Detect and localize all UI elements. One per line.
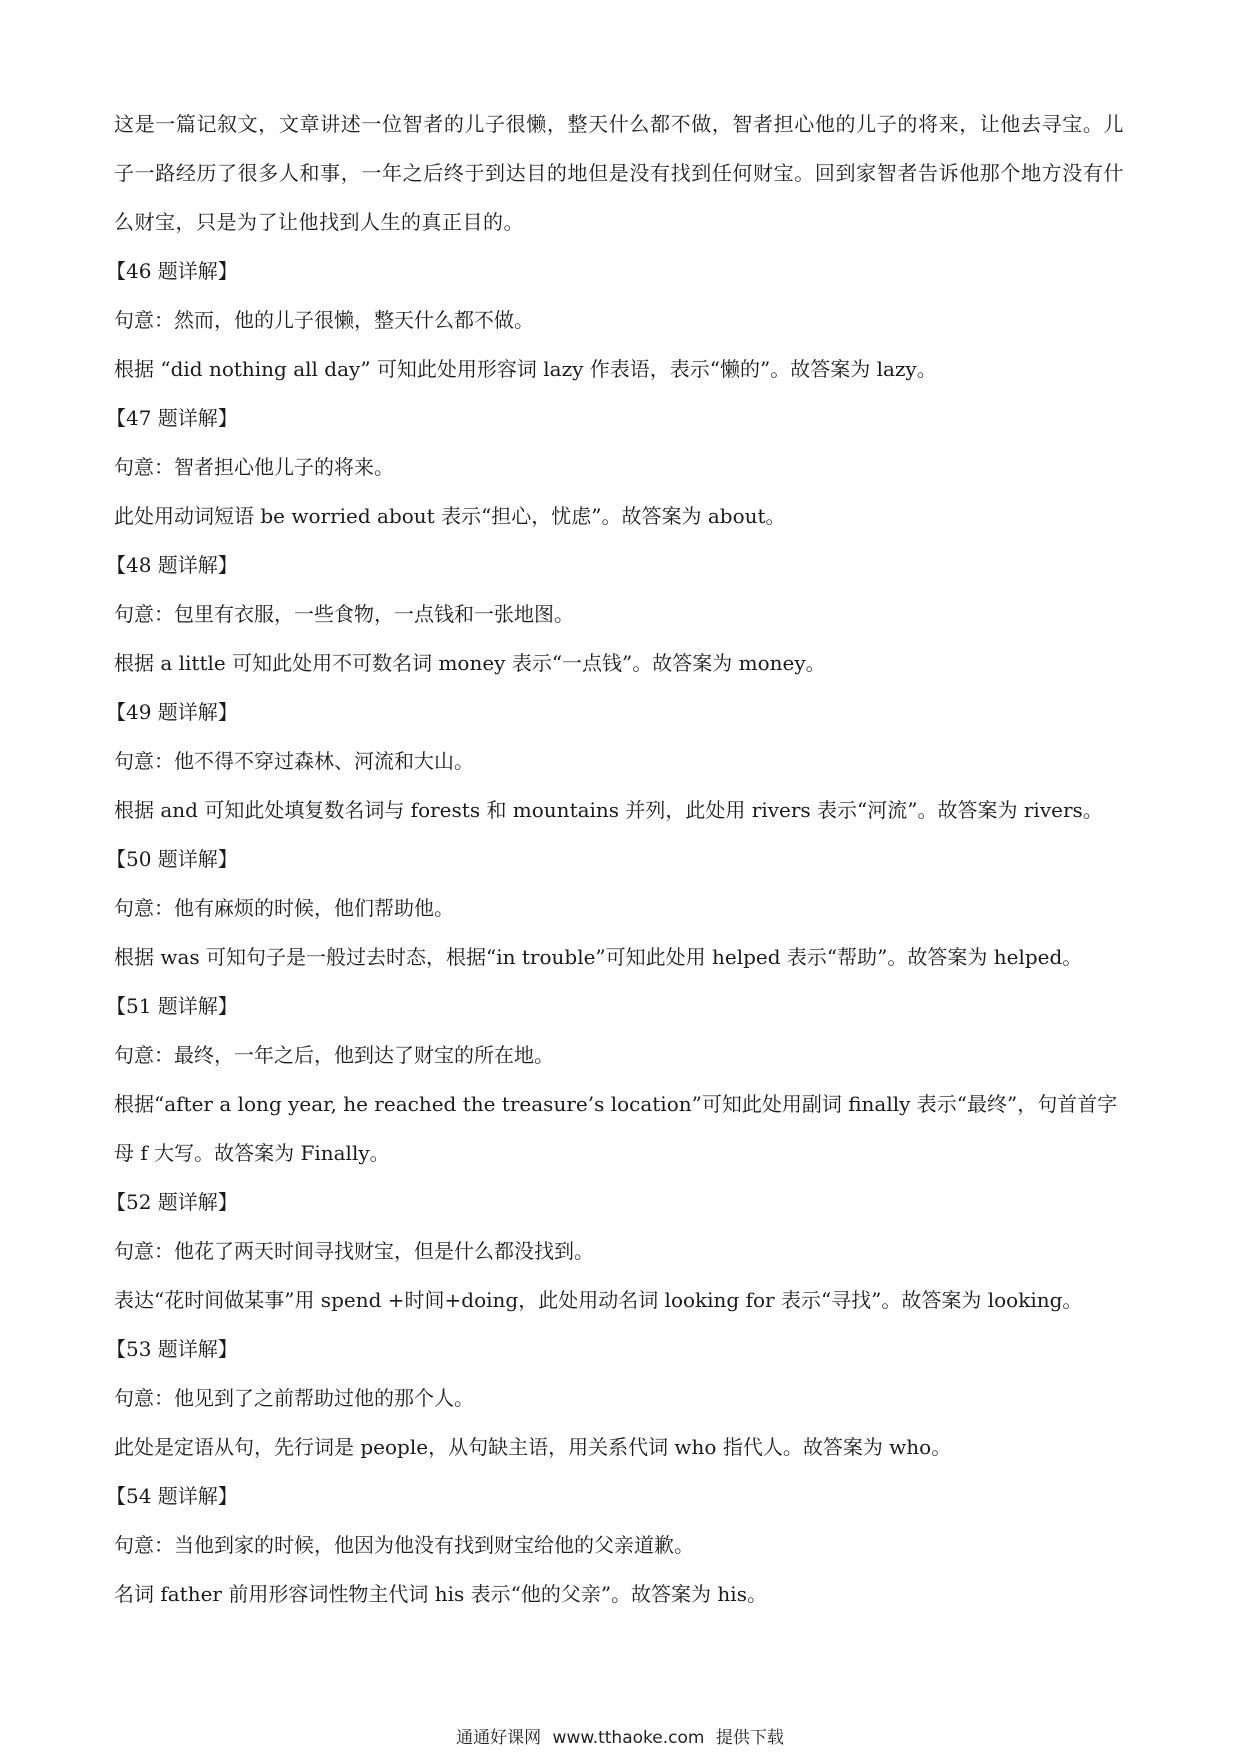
explanation: 根据 was 可知句子是一般过去时态，根据“in trouble”可知此处用 helped 表示“帮助”。故答案为 helped。 (114, 945, 1083, 969)
section-heading: 【52 题详解】 (106, 1190, 238, 1214)
sentence-meaning: 句意：智者担心他儿子的将来。 (114, 455, 394, 479)
sentence-meaning: 句意：当他到家的时候，他因为他没有找到财宝给他的父亲道歉。 (114, 1533, 694, 1557)
explanation: 根据 “did nothing all day” 可知此处用形容词 lazy 作表语，表示“懒的”。故答案为 lazy。 (114, 357, 937, 381)
section-47 (106, 394, 1124, 541)
section-48 (106, 541, 1124, 688)
section-heading: 【50 题详解】 (106, 847, 238, 871)
explanation: 根据“after a long year, he reached the treasure’s location”可知此处用副词 finally 表示“最终”，句首首字母 f 大写。故答案为 Finally。 (114, 1092, 1118, 1165)
footer-site-name: 通通好课网 (456, 1728, 542, 1748)
section-53 (106, 1325, 1124, 1472)
sentence-meaning: 句意：他有麻烦的时候，他们帮助他。 (114, 896, 454, 920)
section-heading: 【54 题详解】 (106, 1484, 238, 1508)
section-51 (106, 982, 1124, 1178)
section-heading: 【53 题详解】 (106, 1337, 238, 1361)
section-heading: 【49 题详解】 (106, 700, 238, 724)
explanation: 根据 and 可知此处填复数名词与 forests 和 mountains 并列，此处用 rivers 表示“河流”。故答案为 rivers。 (114, 798, 1103, 822)
explanation: 根据 a little 可知此处用不可数名词 money 表示“一点钱”。故答案为 money。 (114, 651, 826, 675)
page-footer (0, 1726, 1240, 1750)
sentence-meaning: 句意：他不得不穿过森林、河流和大山。 (114, 749, 474, 773)
sentence-meaning: 句意：最终，一年之后，他到达了财宝的所在地。 (114, 1043, 554, 1067)
sentence-meaning: 句意：他见到了之前帮助过他的那个人。 (114, 1386, 474, 1410)
footer-suffix: 提供下载 (715, 1728, 784, 1748)
section-heading: 【46 题详解】 (106, 259, 238, 283)
footer-url: www.tthaoke.com (552, 1728, 705, 1748)
explanation: 此处是定语从句，先行词是 people，从句缺主语，用关系代词 who 指代人。故答案为 who。 (114, 1435, 952, 1459)
section-52 (106, 1178, 1124, 1325)
explanation: 表达“花时间做某事”用 spend +时间+doing，此处用动名词 looking for 表示“寻找”。故答案为 looking。 (114, 1288, 1083, 1312)
explanation: 名词 father 前用形容词性物主代词 his 表示“他的父亲”。故答案为 his。 (114, 1582, 767, 1606)
section-heading: 【51 题详解】 (106, 994, 238, 1018)
explanation: 此处用动词短语 be worried about 表示“担心，忧虑”。故答案为 about。 (114, 504, 786, 528)
section-heading: 【47 题详解】 (106, 406, 238, 430)
sentence-meaning: 句意：然而，他的儿子很懒，整天什么都不做。 (114, 308, 534, 332)
sentence-meaning: 句意：包里有衣服，一些食物，一点钱和一张地图。 (114, 602, 574, 626)
document-body (106, 100, 1124, 1619)
section-46 (106, 247, 1124, 394)
section-54 (106, 1472, 1124, 1619)
intro-paragraph: 这是一篇记叙文，文章讲述一位智者的儿子很懒，整天什么都不做，智者担心他的儿子的将来，让他去寻宝。儿子一路经历了很多人和事，一年之后终于到达目的地但是没有找到任何财宝。回到家智者告诉他那个地方没有什么财宝，只是为了让他找到人生的真正目的。 (114, 112, 1124, 234)
section-49 (106, 688, 1124, 835)
sentence-meaning: 句意：他花了两天时间寻找财宝，但是什么都没找到。 (114, 1239, 594, 1263)
section-heading: 【48 题详解】 (106, 553, 238, 577)
section-50 (106, 835, 1124, 982)
